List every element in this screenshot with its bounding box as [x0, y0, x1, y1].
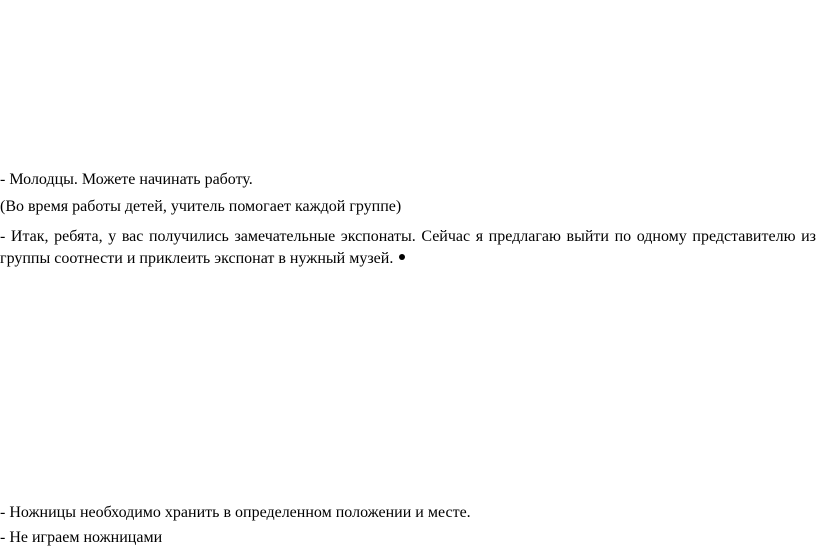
- bullet-icon: [399, 254, 405, 260]
- paragraph-text: - Не играем ножницами: [0, 529, 163, 546]
- paragraph-scissors-storage: [0, 502, 816, 524]
- paragraph-text: - Итак, ребята, у вас получились замечательные экспонаты. Сейчас я предлагаю выйти по одному представителю из группы соотнести и приклеить экспонат в нужный музей.: [0, 228, 816, 267]
- paragraph-teacher-note: [0, 196, 816, 218]
- paragraph-text: - Молодцы. Можете начинать работу.: [0, 171, 253, 188]
- paragraph-instructions: [0, 226, 816, 270]
- paragraph-text: (Во время работы детей, учитель помогает каждой группе): [0, 198, 402, 215]
- paragraph-text: - Ножницы необходимо хранить в определенном положении и месте.: [0, 504, 471, 521]
- paragraph-scissors-rule: [0, 527, 816, 549]
- paragraph-praise: [0, 169, 816, 191]
